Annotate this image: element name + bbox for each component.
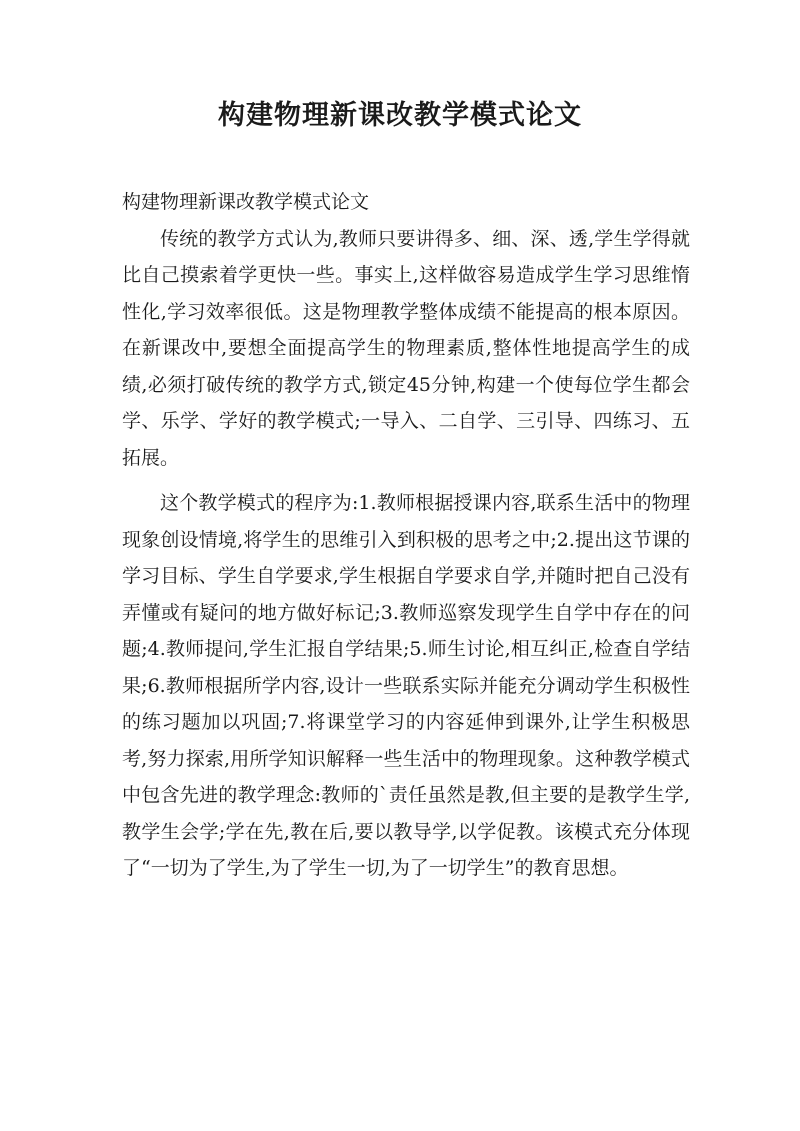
paragraph-2: 这个教学模式的程序为:1.教师根据授课内容,联系生活中的物理现象创设情境,将学生的思维引入到积极的思考之中;2.提出这节课的学习目标、学生自学要求,学生根据自学要求自学,并随时把自己没有弄懂或有疑问的地方做好标记;3.教师巡察发现学生自学中存在的问题;4.教师提问,学生汇报自学结果;5.师生讨论,相互纠正,检查自学结果;6.教师根据所学内容,设计一些联系实际并能充分调动学生积极性的练习题加以巩固;7.将课堂学习的内容延伸到课外,让学生积极思考,努力探索,用所学知识解释一些生活中的物理现象。这种教学模式中包含先进的教学理念:教师的`责任虽然是教,但主要的是教学生学,教学生会学;学在先,教在后,要以教导学,以学促教。该模式充分体现了“一切为了学生,为了学生一切,为了一切学生”的教育思想。	[122, 492, 690, 879]
page-title: 构建物理新课改教学模式论文	[218, 100, 582, 131]
paragraph-1: 传统的教学方式认为,教师只要讲得多、细、深、透,学生学得就比自己摸索着学更快一些。事实上,这样做容易造成学生学习思维惰性化,学习效率很低。这是物理教学整体成绩不能提高的根本原因。在新课改中,要想全面提高学生的物理素质,整体性地提高学生的成绩,必须打破传统的教学方式,锁定45分钟,构建一个使每位学生都会学、乐学、学好的教学模式;一导入、二自学、三引导、四练习、五拓展。	[122, 227, 690, 469]
document-subtitle: 构建物理新课改教学模式论文	[122, 191, 370, 213]
paragraph-gap	[122, 476, 690, 485]
document-body	[122, 184, 690, 887]
